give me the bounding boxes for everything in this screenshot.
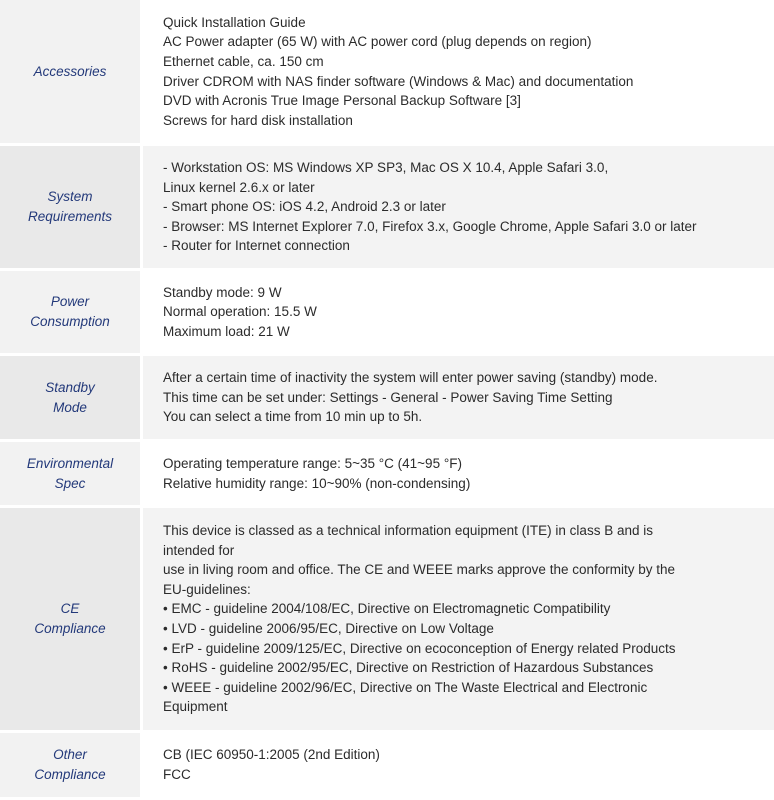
spec-row-system-requirements: [0, 146, 774, 268]
spec-value-line: • WEEE - guideline 2002/96/EC, Directive on The Waste Electrical and Electronic: [163, 679, 648, 695]
spec-label-other-compliance: [0, 733, 140, 797]
spec-row-other-compliance: [0, 733, 774, 797]
spec-label-power-consumption: [0, 271, 140, 353]
spec-label-line: Compliance: [34, 621, 106, 636]
spec-value-line: Normal operation: 15.5 W: [163, 304, 317, 320]
spec-row-power-consumption: [0, 271, 774, 353]
spec-row-ce-compliance: [0, 508, 774, 730]
spec-value-line: FCC: [163, 767, 191, 782]
spec-value-line: - Smart phone OS: iOS 4.2, Android 2.3 or later: [163, 199, 446, 215]
spec-value-line: Ethernet cable, ca. 150 cm: [163, 53, 324, 69]
spec-label-line: System: [47, 189, 93, 204]
spec-value-line: Operating temperature range: 5~35 °C (41~95 °F): [163, 455, 462, 471]
spec-value-line: Standby mode: 9 W: [163, 284, 282, 300]
spec-value-line: This time can be set under: Settings - General - Power Saving Time Setting: [163, 389, 613, 405]
spec-label-line: CE: [60, 601, 80, 616]
spec-label-accessories: [0, 0, 140, 143]
spec-value-line: • LVD - guideline 2006/95/EC, Directive on Low Voltage: [163, 621, 494, 636]
spec-row-standby-mode: [0, 356, 774, 439]
spec-value-line: EU-guidelines:: [163, 581, 251, 597]
spec-value-line: Relative humidity range: 10~90% (non-condensing): [163, 475, 471, 491]
spec-value-system-requirements: [143, 146, 774, 268]
spec-value-line: - Workstation OS: MS Windows XP SP3, Mac OS X 10.4, Apple Safari 3.0,: [163, 160, 609, 176]
spec-value-line: This device is classed as a technical information equipment (ITE) in class B and is: [163, 523, 653, 539]
spec-label-line: Standby: [45, 379, 95, 395]
spec-label-standby-mode: [0, 356, 140, 439]
spec-value-environmental-spec: [143, 442, 774, 505]
spec-value-standby-mode: [143, 356, 774, 439]
spec-value-line: Screws for hard disk installation: [163, 112, 353, 128]
spec-value-line: intended for: [163, 542, 235, 558]
spec-value-line: Maximum load: 21 W: [163, 323, 290, 339]
spec-label-line: Requirements: [27, 209, 113, 224]
spec-value-line: Driver CDROM with NAS finder software (Windows & Mac) and documentation: [163, 73, 634, 89]
spec-value-line: Quick Installation Guide: [163, 14, 306, 30]
spec-value-line: AC Power adapter (65 W) with AC power cord (plug depends on region): [163, 34, 592, 50]
spec-label-system-requirements: [0, 146, 140, 268]
spec-value-accessories: [143, 0, 774, 143]
spec-label-line: Environmental: [26, 455, 114, 471]
spec-label-line: Power: [50, 294, 90, 309]
spec-row-environmental-spec: [0, 442, 774, 505]
spec-label-line: Accessories: [33, 63, 107, 79]
spec-label-ce-compliance: [0, 508, 140, 730]
spec-value-line: • EMC - guideline 2004/108/EC, Directive on Electromagnetic Compatibility: [163, 601, 611, 617]
spec-label-environmental-spec: [0, 442, 140, 505]
spec-label-line: Other: [53, 747, 87, 762]
spec-value-line: CB (IEC 60950-1:2005 (2nd Edition): [163, 747, 380, 763]
spec-value-line: DVD with Acronis True Image Personal Backup Software [3]: [163, 93, 521, 109]
spec-label-line: Spec: [54, 475, 86, 491]
spec-value-line: • RoHS - guideline 2002/95/EC, Directive on Restriction of Hazardous Substances: [163, 660, 654, 676]
spec-value-line: You can select a time from 10 min up to 5h.: [163, 409, 423, 425]
spec-value-other-compliance: [143, 733, 774, 797]
spec-value-line: After a certain time of inactivity the system will enter power saving (standby) mode.: [163, 370, 658, 386]
spec-value-line: Equipment: [163, 699, 228, 715]
spec-label-line: Compliance: [34, 767, 106, 782]
spec-value-line: - Browser: MS Internet Explorer 7.0, Firefox 3.x, Google Chrome, Apple Safari 3.0 or later: [163, 218, 697, 234]
spec-value-power-consumption: [143, 271, 774, 353]
spec-value-line: • ErP - guideline 2009/125/EC, Directive on ecoconception of Energy related Products: [163, 640, 676, 656]
spec-label-line: Mode: [53, 399, 87, 415]
spec-value-line: - Router for Internet connection: [163, 238, 350, 254]
spec-value-line: use in living room and office. The CE and WEEE marks approve the conformity by the: [163, 562, 675, 578]
spec-value-ce-compliance: [143, 508, 774, 730]
spec-value-line: Linux kernel 2.6.x or later: [163, 179, 315, 195]
spec-label-line: Consumption: [30, 314, 110, 329]
spec-row-accessories: [0, 0, 774, 143]
